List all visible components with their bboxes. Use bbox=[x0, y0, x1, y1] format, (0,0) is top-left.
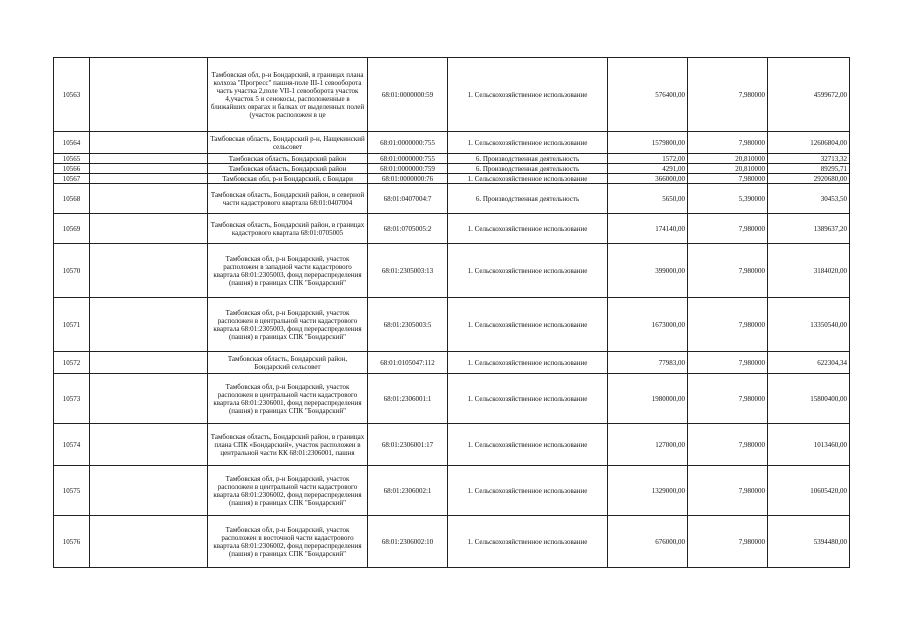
cadastral-value: 4599672,00 bbox=[768, 58, 850, 132]
land-registry-table bbox=[53, 57, 850, 568]
table-row bbox=[54, 352, 850, 374]
rate-value: 7,980000 bbox=[688, 58, 768, 132]
blank-cell bbox=[90, 132, 208, 154]
row-number: 10567 bbox=[54, 174, 90, 184]
area-value: 1980000,00 bbox=[608, 374, 688, 424]
rate-value: 7,980000 bbox=[688, 466, 768, 516]
land-use-type: 1. Сельскохозяйственное использование bbox=[448, 132, 608, 154]
row-number: 10576 bbox=[54, 516, 90, 568]
rate-value: 7,980000 bbox=[688, 132, 768, 154]
land-use-type: 1. Сельскохозяйственное использование bbox=[448, 466, 608, 516]
cadastral-value: 30453,50 bbox=[768, 184, 850, 214]
rate-value: 7,980000 bbox=[688, 298, 768, 352]
blank-cell bbox=[90, 374, 208, 424]
land-use-type: 1. Сельскохозяйственное использование bbox=[448, 374, 608, 424]
table-row bbox=[54, 424, 850, 466]
cadastral-number: 68:01:0000000:76 bbox=[368, 174, 448, 184]
row-number: 10563 bbox=[54, 58, 90, 132]
blank-cell bbox=[90, 164, 208, 174]
rate-value: 5,390000 bbox=[688, 184, 768, 214]
blank-cell bbox=[90, 174, 208, 184]
blank-cell bbox=[90, 516, 208, 568]
area-value: 1579800,00 bbox=[608, 132, 688, 154]
row-number: 10565 bbox=[54, 154, 90, 164]
area-value: 5650,00 bbox=[608, 184, 688, 214]
table-body bbox=[54, 58, 850, 568]
cadastral-value: 15800400,00 bbox=[768, 374, 850, 424]
cadastral-value: 12606804,00 bbox=[768, 132, 850, 154]
blank-cell bbox=[90, 298, 208, 352]
address-cell: Тамбовская обл, р-н Бондарский, участок расположен в центральной части кадастрового квартала 68:01:2306002, фонд перераспределения (пашня) в границах СПК "Бондарский" bbox=[208, 466, 368, 516]
cadastral-value: 622304,34 bbox=[768, 352, 850, 374]
cadastral-value: 1013460,00 bbox=[768, 424, 850, 466]
table-row bbox=[54, 164, 850, 174]
area-value: 676000,00 bbox=[608, 516, 688, 568]
row-number: 10573 bbox=[54, 374, 90, 424]
rate-value: 7,980000 bbox=[688, 424, 768, 466]
address-cell: Тамбовская область, Бондарский район bbox=[208, 154, 368, 164]
cadastral-number: 68:01:2306002:10 bbox=[368, 516, 448, 568]
area-value: 399000,00 bbox=[608, 244, 688, 298]
area-value: 1572,00 bbox=[608, 154, 688, 164]
table-row bbox=[54, 516, 850, 568]
land-use-type: 1. Сельскохозяйственное использование bbox=[448, 58, 608, 132]
blank-cell bbox=[90, 244, 208, 298]
address-cell: Тамбовская область, Бондарский район, Бондарский сельсовет bbox=[208, 352, 368, 374]
rate-value: 7,980000 bbox=[688, 214, 768, 244]
table-row bbox=[54, 58, 850, 132]
cadastral-number: 68:01:2306002:1 bbox=[368, 466, 448, 516]
cadastral-value: 2920680,00 bbox=[768, 174, 850, 184]
row-number: 10566 bbox=[54, 164, 90, 174]
row-number: 10571 bbox=[54, 298, 90, 352]
area-value: 174140,00 bbox=[608, 214, 688, 244]
land-use-type: 1. Сельскохозяйственное использование bbox=[448, 174, 608, 184]
table-row bbox=[54, 244, 850, 298]
area-value: 127000,00 bbox=[608, 424, 688, 466]
area-value: 77983,00 bbox=[608, 352, 688, 374]
cadastral-number: 68:01:0000000:755 bbox=[368, 154, 448, 164]
land-use-type: 6. Производственная деятельность bbox=[448, 164, 608, 174]
table-row bbox=[54, 298, 850, 352]
land-use-type: 6. Производственная деятельность bbox=[448, 154, 608, 164]
land-use-type: 1. Сельскохозяйственное использование bbox=[448, 214, 608, 244]
address-cell: Тамбовская обл, р-н Бондарский, участок расположен в центральной части кадастрового квартала 68:01:2305003, фонд перераспределения (пашня) в границах СПК "Бондарский" bbox=[208, 298, 368, 352]
address-cell: Тамбовская область, Бондарский район bbox=[208, 164, 368, 174]
cadastral-number: 68:01:2306001:1 bbox=[368, 374, 448, 424]
rate-value: 7,980000 bbox=[688, 174, 768, 184]
land-use-type: 1. Сельскохозяйственное использование bbox=[448, 298, 608, 352]
area-value: 4291,00 bbox=[608, 164, 688, 174]
address-cell: Тамбовская область, Бондарский район, в границах плана СПК «Бондарский», участок расположен в центральной части КК 68:01:2306001, пашня bbox=[208, 424, 368, 466]
blank-cell bbox=[90, 214, 208, 244]
address-cell: Тамбовская обл, р-н Бондарский, участок расположен в западной части кадастрового квартала 68:01:2305003, фонд перераспределения (пашня) в границах СПК "Бондарский" bbox=[208, 244, 368, 298]
cadastral-value: 32713,32 bbox=[768, 154, 850, 164]
address-cell: Тамбовская область, Бондарский р-н, Нащекинский сельсовет bbox=[208, 132, 368, 154]
cadastral-number: 68:01:2305003:13 bbox=[368, 244, 448, 298]
row-number: 10564 bbox=[54, 132, 90, 154]
table-row bbox=[54, 374, 850, 424]
cadastral-number: 68:01:0105047:112 bbox=[368, 352, 448, 374]
table-row bbox=[54, 174, 850, 184]
row-number: 10572 bbox=[54, 352, 90, 374]
land-use-type: 1. Сельскохозяйственное использование bbox=[448, 516, 608, 568]
area-value: 1673000,00 bbox=[608, 298, 688, 352]
cadastral-number: 68:01:0000000:755 bbox=[368, 132, 448, 154]
cadastral-value: 1389637,20 bbox=[768, 214, 850, 244]
cadastral-value: 5394480,00 bbox=[768, 516, 850, 568]
cadastral-value: 10605420,00 bbox=[768, 466, 850, 516]
rate-value: 7,980000 bbox=[688, 374, 768, 424]
table-row bbox=[54, 132, 850, 154]
area-value: 1329000,00 bbox=[608, 466, 688, 516]
row-number: 10574 bbox=[54, 424, 90, 466]
cadastral-number: 68:01:2306001:17 bbox=[368, 424, 448, 466]
row-number: 10568 bbox=[54, 184, 90, 214]
blank-cell bbox=[90, 352, 208, 374]
land-use-type: 1. Сельскохозяйственное использование bbox=[448, 352, 608, 374]
rate-value: 7,980000 bbox=[688, 352, 768, 374]
table-row bbox=[54, 154, 850, 164]
address-cell: Тамбовская область, Бондарский район, в северной части кадастрового квартала 68:01:0407004 bbox=[208, 184, 368, 214]
rate-value: 20,810000 bbox=[688, 154, 768, 164]
area-value: 366000,00 bbox=[608, 174, 688, 184]
address-cell: Тамбовская обл, р-н Бондарский, в границах плана колхоза "Прогресс" пашня-поле III-1 севооборота часть участка 2,поле VII-1 севооборота участок 4,участок 5 и сенокосы, расположенные в ближайших оврагах и балках от выделенных полей (участок расположен в це bbox=[208, 58, 368, 132]
address-cell: Тамбовская обл, р-н Бондарский, участок расположен в восточной части кадастрового квартала 68:01:2306002, фонд перераспределения (пашня) в границах СПК "Бондарский" bbox=[208, 516, 368, 568]
row-number: 10569 bbox=[54, 214, 90, 244]
land-use-type: 6. Производственная деятельность bbox=[448, 184, 608, 214]
cadastral-number: 68:01:0000000:59 bbox=[368, 58, 448, 132]
cadastral-value: 13350540,00 bbox=[768, 298, 850, 352]
table-row bbox=[54, 184, 850, 214]
cadastral-value: 89295,71 bbox=[768, 164, 850, 174]
rate-value: 20,810000 bbox=[688, 164, 768, 174]
land-use-type: 1. Сельскохозяйственное использование bbox=[448, 244, 608, 298]
cadastral-number: 68:01:0000000:759 bbox=[368, 164, 448, 174]
blank-cell bbox=[90, 58, 208, 132]
cadastral-value: 3184020,00 bbox=[768, 244, 850, 298]
table-row bbox=[54, 214, 850, 244]
row-number: 10570 bbox=[54, 244, 90, 298]
blank-cell bbox=[90, 184, 208, 214]
land-use-type: 1. Сельскохозяйственное использование bbox=[448, 424, 608, 466]
table-row bbox=[54, 466, 850, 516]
rate-value: 7,980000 bbox=[688, 244, 768, 298]
blank-cell bbox=[90, 154, 208, 164]
address-cell: Тамбовская область, Бондарский район, в границах кадастрового квартала 68:01:0705005 bbox=[208, 214, 368, 244]
address-cell: Тамбовская обл, р-н Бондарский, участок расположен в центральной части кадастрового квартала 68:01:2306001, фонд перераспределения (пашня) в границах СПК "Бондарский" bbox=[208, 374, 368, 424]
cadastral-number: 68:01:0407004:7 bbox=[368, 184, 448, 214]
blank-cell bbox=[90, 424, 208, 466]
area-value: 576400,00 bbox=[608, 58, 688, 132]
cadastral-number: 68:01:2305003:5 bbox=[368, 298, 448, 352]
cadastral-number: 68:01:0705005:2 bbox=[368, 214, 448, 244]
row-number: 10575 bbox=[54, 466, 90, 516]
rate-value: 7,980000 bbox=[688, 516, 768, 568]
address-cell: Тамбовская обл, р-н Бондарский, с Бондари bbox=[208, 174, 368, 184]
blank-cell bbox=[90, 466, 208, 516]
